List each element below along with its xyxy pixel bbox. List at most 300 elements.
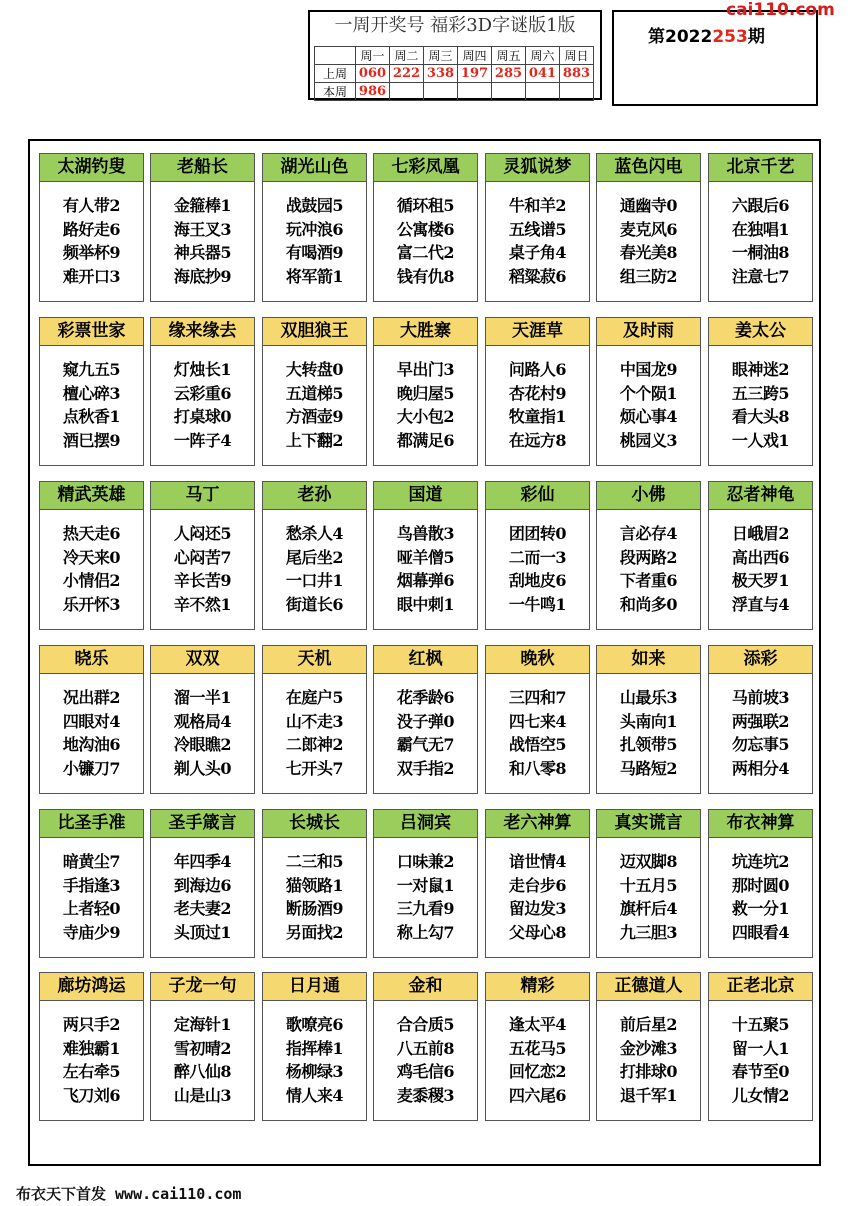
- riddle-line: 到海边6: [173, 875, 232, 895]
- riddle-cell-title: 廊坊鸿运: [40, 973, 143, 1001]
- riddle-line: 下者重6: [619, 571, 678, 590]
- riddle-cell-title: 彩票世家: [40, 318, 143, 346]
- riddle-line: 三四和7: [508, 688, 567, 707]
- riddle-cell-title: 小佛: [597, 482, 700, 510]
- riddle-line: 五三跨5: [731, 383, 790, 403]
- riddle-line: 花季龄6: [396, 688, 455, 707]
- riddle-cell-title: 蓝色闪电: [597, 154, 700, 182]
- riddle-cell-title: 日月通: [263, 973, 366, 1001]
- riddle-cell-title: 彩仙: [486, 482, 589, 510]
- riddle-line: 老夫妻2: [173, 899, 232, 918]
- riddle-line: 扎领带5: [619, 735, 678, 754]
- riddle-line: 辛长苦9: [173, 571, 232, 590]
- riddle-line: 救一分1: [731, 899, 790, 918]
- riddle-line: 路好走6: [62, 219, 121, 239]
- riddle-line: 上者轻0: [62, 899, 121, 918]
- riddle-line: 另面找2: [285, 922, 344, 942]
- riddle-line: 烟幕弹6: [396, 571, 455, 590]
- riddle-line: 方酒壶9: [285, 407, 344, 426]
- riddle-lines: [709, 850, 812, 944]
- riddle-line: 九三胆3: [619, 922, 678, 942]
- riddle-line: 寺庙少9: [62, 922, 121, 942]
- riddle-cell: [150, 317, 255, 466]
- riddle-cell: [485, 645, 590, 794]
- riddle-lines: [597, 850, 700, 944]
- riddle-lines: [597, 1013, 700, 1107]
- riddle-line: 杏花村9: [508, 383, 567, 403]
- riddle-lines: [263, 358, 366, 452]
- riddle-line: 玩冲浪6: [285, 219, 344, 239]
- riddle-line: 山最乐3: [619, 688, 678, 707]
- last-week-row: [315, 65, 594, 83]
- row-label: 上周: [315, 65, 356, 83]
- riddle-line: 乐开怀3: [62, 594, 121, 614]
- issue-box: [612, 10, 818, 106]
- weekly-draw-table: [308, 10, 602, 100]
- draw-number: 285: [492, 65, 526, 83]
- riddle-cell: [39, 317, 144, 466]
- draw-number: [458, 83, 492, 101]
- riddle-line: 四眼看4: [731, 922, 790, 942]
- draw-number: [424, 83, 458, 101]
- riddle-line: 二而一3: [508, 547, 567, 567]
- riddle-line: 小镰刀7: [62, 758, 121, 778]
- riddle-cell-title: 马丁: [151, 482, 254, 510]
- riddle-line: 都满足6: [396, 430, 455, 450]
- riddle-lines: [374, 686, 477, 780]
- riddle-line: 打桌球0: [173, 407, 232, 426]
- riddle-lines: [709, 1013, 812, 1107]
- riddle-line: 四六尾6: [508, 1085, 567, 1105]
- riddle-line: 神兵器5: [173, 243, 232, 262]
- riddle-cell: [485, 153, 590, 302]
- riddle-cell: [262, 645, 367, 794]
- riddle-cell: [485, 317, 590, 466]
- riddle-cell: [150, 972, 255, 1121]
- riddle-cell-title: 大胜寨: [374, 318, 477, 346]
- issue-label: [648, 22, 765, 47]
- riddle-cell: [708, 317, 813, 466]
- riddle-cell-title: 姜太公: [709, 318, 812, 346]
- riddle-line: 难独霸1: [62, 1038, 121, 1058]
- riddle-line: 一桐油8: [731, 243, 790, 262]
- riddle-line: 桃园义3: [619, 430, 678, 450]
- riddle-line: 日峨眉2: [731, 524, 790, 543]
- riddle-cell: [262, 317, 367, 466]
- riddle-lines: [374, 522, 477, 616]
- riddle-line: 云彩重6: [173, 383, 232, 403]
- riddle-lines: [374, 850, 477, 944]
- draw-number: [526, 83, 560, 101]
- riddle-lines: [374, 194, 477, 288]
- riddle-line: 坑连坑2: [731, 852, 790, 871]
- riddle-line: 旗杆后4: [619, 899, 678, 918]
- riddle-lines: [709, 358, 812, 452]
- riddle-line: 战鼓园5: [285, 196, 344, 215]
- riddle-line: 战悟空5: [508, 735, 567, 754]
- riddle-line: 浮直与4: [731, 594, 790, 614]
- riddle-lines: [486, 850, 589, 944]
- riddle-cell: [485, 481, 590, 630]
- riddle-line: 通幽寺0: [619, 196, 678, 215]
- riddle-line: 观格局4: [173, 711, 232, 731]
- riddle-line: 打排球0: [619, 1062, 678, 1081]
- riddle-cell-title: 晓乐: [40, 646, 143, 674]
- riddle-cell: [39, 153, 144, 302]
- riddle-cell: [373, 317, 478, 466]
- riddle-line: 走台步6: [508, 875, 567, 895]
- riddle-cell: [596, 809, 701, 958]
- draw-number: 060: [356, 65, 390, 83]
- riddle-line: 定海针1: [173, 1015, 232, 1034]
- riddle-line: 称上勾7: [396, 922, 455, 942]
- riddle-line: 哑羊僧5: [396, 547, 455, 567]
- day-header: 周四: [458, 47, 492, 65]
- riddle-line: 况出群2: [62, 688, 121, 707]
- riddle-line: 一口井1: [285, 571, 344, 590]
- riddle-cell-title: 老船长: [151, 154, 254, 182]
- riddle-line: 金箍棒1: [173, 196, 232, 215]
- riddle-line: 有喝酒9: [285, 243, 344, 262]
- riddle-line: 一人戏1: [731, 430, 790, 450]
- riddle-line: 前后星2: [619, 1015, 678, 1034]
- riddle-line: 眼中刺1: [396, 594, 455, 614]
- riddle-lines: [597, 358, 700, 452]
- riddle-cell-title: 圣手箴言: [151, 810, 254, 838]
- riddle-line: 五花马5: [508, 1038, 567, 1058]
- riddle-cell-title: 及时雨: [597, 318, 700, 346]
- riddle-line: 有人带2: [62, 196, 121, 215]
- riddle-cell-title: 老孙: [263, 482, 366, 510]
- this-week-row: [315, 83, 594, 101]
- riddle-line: 金沙滩3: [619, 1038, 678, 1058]
- riddle-line: 冷天来0: [62, 547, 121, 567]
- riddle-cell: [373, 972, 478, 1121]
- riddle-cell: [596, 481, 701, 630]
- riddle-cell-title: 国道: [374, 482, 477, 510]
- riddle-line: 桌子角4: [508, 243, 567, 262]
- riddle-line: 雪初晴2: [173, 1038, 232, 1058]
- riddle-line: 四眼对4: [62, 711, 121, 731]
- riddle-line: 七开头7: [285, 758, 344, 778]
- riddle-cell: [708, 481, 813, 630]
- riddle-cell-title: 湖光山色: [263, 154, 366, 182]
- riddle-line: 指挥棒1: [285, 1038, 344, 1058]
- riddle-line: 迈双脚8: [619, 852, 678, 871]
- draw-number: 197: [458, 65, 492, 83]
- riddle-line: 稻粱菽6: [508, 266, 567, 286]
- riddle-line: 断肠酒9: [285, 899, 344, 918]
- day-header: 周三: [424, 47, 458, 65]
- riddle-line: 双手指2: [396, 758, 455, 778]
- draw-number: 338: [424, 65, 458, 83]
- riddle-cell: [485, 809, 590, 958]
- riddle-cell: [150, 481, 255, 630]
- riddle-line: 海底抄9: [173, 266, 232, 286]
- riddle-cell: [39, 809, 144, 958]
- riddle-cell-title: 忍者神龟: [709, 482, 812, 510]
- riddle-cell-title: 金和: [374, 973, 477, 1001]
- riddle-line: 退千军1: [619, 1085, 678, 1105]
- riddle-line: 点秋香1: [62, 407, 121, 426]
- riddle-cell-title: 红枫: [374, 646, 477, 674]
- riddle-line: 父母心8: [508, 922, 567, 942]
- riddle-lines: [374, 358, 477, 452]
- riddle-line: 二郎神2: [285, 735, 344, 754]
- riddle-lines: [40, 850, 143, 944]
- riddle-line: 头顶过1: [173, 922, 232, 942]
- riddle-grid: [28, 139, 821, 1166]
- riddle-line: 口味兼2: [396, 852, 455, 871]
- riddle-line: 频举杯9: [62, 243, 121, 262]
- riddle-line: 和八零8: [508, 758, 567, 778]
- draw-table-grid: [314, 46, 594, 101]
- riddle-lines: [263, 522, 366, 616]
- riddle-lines: [151, 194, 254, 288]
- riddle-line: 公寓楼6: [396, 219, 455, 239]
- riddle-cell: [373, 153, 478, 302]
- site-logo: cai110.com: [726, 0, 835, 20]
- riddle-line: 六跟后6: [731, 196, 790, 215]
- riddle-line: 街道长6: [285, 594, 344, 614]
- riddle-cell-title: 七彩凤凰: [374, 154, 477, 182]
- day-header: 周日: [560, 47, 594, 65]
- day-header: 周五: [492, 47, 526, 65]
- riddle-cell: [150, 809, 255, 958]
- riddle-cell: [373, 809, 478, 958]
- day-header: 周二: [390, 47, 424, 65]
- riddle-line: 合合质5: [396, 1015, 455, 1034]
- riddle-line: 中国龙9: [619, 360, 678, 379]
- riddle-cell: [596, 645, 701, 794]
- riddle-lines: [263, 1013, 366, 1107]
- riddle-line: 团团转0: [508, 524, 567, 543]
- riddle-cell-title: 北京千艺: [709, 154, 812, 182]
- riddle-lines: [151, 850, 254, 944]
- riddle-cell: [39, 481, 144, 630]
- riddle-line: 马路短2: [619, 758, 678, 778]
- issue-suffix: 期: [747, 27, 765, 47]
- riddle-line: 麦黍稷3: [396, 1085, 455, 1105]
- riddle-line: 情人来4: [285, 1085, 344, 1105]
- riddle-lines: [486, 358, 589, 452]
- riddle-line: 回忆恋2: [508, 1062, 567, 1081]
- riddle-line: 霸气无7: [396, 735, 455, 754]
- riddle-line: 小情侣2: [62, 571, 121, 590]
- riddle-line: 眼神迷2: [731, 360, 790, 379]
- riddle-line: 一对鼠1: [396, 875, 455, 895]
- draw-number: 883: [560, 65, 594, 83]
- riddle-line: 五线谱5: [508, 219, 567, 239]
- riddle-line: 将军箭1: [285, 266, 344, 286]
- riddle-cell-title: 比圣手准: [40, 810, 143, 838]
- riddle-lines: [40, 522, 143, 616]
- riddle-line: 尾后坐2: [285, 547, 344, 567]
- riddle-line: 十五月5: [619, 875, 678, 895]
- issue-prefix: 第2022: [648, 27, 713, 47]
- riddle-line: 富二代2: [396, 243, 455, 262]
- riddle-line: 那时圆0: [731, 875, 790, 895]
- riddle-lines: [151, 1013, 254, 1107]
- footer-text: 布衣天下首发 www.cai110.com: [16, 1185, 242, 1203]
- riddle-cell: [596, 153, 701, 302]
- riddle-cell: [596, 972, 701, 1121]
- riddle-lines: [151, 686, 254, 780]
- riddle-line: 猫领路1: [285, 875, 344, 895]
- riddle-cell: [708, 809, 813, 958]
- riddle-line: 注意七7: [731, 266, 790, 286]
- riddle-cell-title: 晚秋: [486, 646, 589, 674]
- riddle-cell-title: 缘来缘去: [151, 318, 254, 346]
- riddle-cell-title: 布衣神算: [709, 810, 812, 838]
- riddle-line: 组三防2: [619, 266, 678, 286]
- riddle-cell: [39, 645, 144, 794]
- riddle-line: 麦克风6: [619, 219, 678, 239]
- riddle-line: 难开口3: [62, 266, 121, 286]
- riddle-cell-title: 双双: [151, 646, 254, 674]
- riddle-line: 两强联2: [731, 711, 790, 731]
- riddle-line: 冷眼瞧2: [173, 735, 232, 754]
- riddle-cell: [485, 972, 590, 1121]
- riddle-line: 灯烛长1: [173, 360, 232, 379]
- riddle-line: 勿忘事5: [731, 735, 790, 754]
- day-header: 周六: [526, 47, 560, 65]
- riddle-line: 辛不然1: [173, 594, 232, 614]
- riddle-line: 剃人头0: [173, 758, 232, 778]
- riddle-cell: [373, 481, 478, 630]
- riddle-line: 山不走3: [285, 711, 344, 731]
- riddle-line: 大小包2: [396, 407, 455, 426]
- riddle-line: 地沟油6: [62, 735, 121, 754]
- riddle-line: 一牛鸣1: [508, 594, 567, 614]
- draw-table-days-row: [315, 47, 594, 65]
- riddle-line: 四七来4: [508, 711, 567, 731]
- riddle-line: 山是山3: [173, 1085, 232, 1105]
- riddle-line: 烦心事4: [619, 407, 678, 426]
- riddle-cell-title: 天涯草: [486, 318, 589, 346]
- riddle-line: 谙世情4: [508, 852, 567, 871]
- riddle-cell-title: 精武英雄: [40, 482, 143, 510]
- riddle-line: 海王叉3: [173, 219, 232, 239]
- draw-number: [390, 83, 424, 101]
- riddle-cell: [708, 645, 813, 794]
- riddle-line: 留边发3: [508, 899, 567, 918]
- riddle-line: 歌嘹亮6: [285, 1015, 344, 1034]
- riddle-lines: [597, 522, 700, 616]
- riddle-line: 飞刀刘6: [62, 1085, 121, 1105]
- issue-number: 253: [712, 27, 748, 47]
- riddle-line: 鸡毛信6: [396, 1062, 455, 1081]
- riddle-line: 春光美8: [619, 243, 678, 262]
- riddle-cell-title: 子龙一句: [151, 973, 254, 1001]
- riddle-lines: [40, 194, 143, 288]
- riddle-lines: [40, 686, 143, 780]
- riddle-line: 檀心碎3: [62, 383, 121, 403]
- riddle-line: 儿女情2: [731, 1085, 790, 1105]
- riddle-line: 心闷苦7: [173, 547, 232, 567]
- riddle-cell: [262, 809, 367, 958]
- riddle-line: 马前坡3: [731, 688, 790, 707]
- riddle-line: 手指逢3: [62, 875, 121, 895]
- riddle-cell: [150, 153, 255, 302]
- row-label: 本周: [315, 83, 356, 101]
- riddle-line: 溜一半1: [173, 688, 232, 707]
- riddle-line: 三九看9: [396, 899, 455, 918]
- riddle-line: 高出西6: [731, 547, 790, 567]
- riddle-cell: [262, 972, 367, 1121]
- riddle-lines: [597, 686, 700, 780]
- draw-number: [560, 83, 594, 101]
- riddle-lines: [263, 194, 366, 288]
- riddle-cell-title: 正老北京: [709, 973, 812, 1001]
- riddle-cell-title: 老六神算: [486, 810, 589, 838]
- riddle-cell-title: 长城长: [263, 810, 366, 838]
- riddle-line: 在远方8: [508, 430, 567, 450]
- riddle-line: 杨柳绿3: [285, 1062, 344, 1081]
- riddle-lines: [40, 358, 143, 452]
- riddle-line: 在独唱1: [731, 219, 790, 239]
- riddle-line: 大转盘0: [285, 360, 344, 379]
- riddle-line: 言必存4: [619, 524, 678, 543]
- riddle-line: 人闷还5: [173, 524, 232, 543]
- riddle-line: 个个陨1: [619, 383, 678, 403]
- riddle-lines: [486, 1013, 589, 1107]
- draw-number: 041: [526, 65, 560, 83]
- riddle-line: 两只手2: [62, 1015, 121, 1034]
- riddle-line: 窥九五5: [62, 360, 121, 379]
- riddle-cell: [708, 153, 813, 302]
- riddle-cell: [262, 481, 367, 630]
- riddle-cell: [150, 645, 255, 794]
- riddle-cell-title: 天机: [263, 646, 366, 674]
- riddle-cell-title: 真实谎言: [597, 810, 700, 838]
- draw-table-title: 一周开奖号 福彩3D字谜版1版: [334, 15, 576, 36]
- riddle-line: 逢太平4: [508, 1015, 567, 1034]
- riddle-lines: [709, 194, 812, 288]
- riddle-line: 牧童指1: [508, 407, 567, 426]
- riddle-cell-title: 双胆狼王: [263, 318, 366, 346]
- riddle-line: 头南向1: [619, 711, 678, 731]
- riddle-line: 一阵子4: [173, 430, 232, 450]
- riddle-line: 牛和羊2: [508, 196, 567, 215]
- riddle-cell-title: 吕洞宾: [374, 810, 477, 838]
- riddle-cell: [708, 972, 813, 1121]
- riddle-cell: [373, 645, 478, 794]
- riddle-lines: [709, 522, 812, 616]
- riddle-line: 春节至0: [731, 1062, 790, 1081]
- riddle-line: 循环租5: [396, 196, 455, 215]
- riddle-line: 晚归屋5: [396, 383, 455, 403]
- draw-number: [492, 83, 526, 101]
- riddle-lines: [263, 850, 366, 944]
- riddle-line: 暗黄尘7: [62, 852, 121, 871]
- riddle-line: 钱有仇8: [396, 266, 455, 286]
- riddle-lines: [374, 1013, 477, 1107]
- riddle-line: 五道梯5: [285, 383, 344, 403]
- riddle-line: 二三和5: [285, 852, 344, 871]
- riddle-line: 段两路2: [619, 547, 678, 567]
- riddle-lines: [597, 194, 700, 288]
- riddle-cell-title: 精彩: [486, 973, 589, 1001]
- draw-number: 222: [390, 65, 424, 83]
- riddle-lines: [40, 1013, 143, 1107]
- riddle-line: 问路人6: [508, 360, 567, 379]
- riddle-line: 极天罗1: [731, 571, 790, 590]
- riddle-line: 和尚多0: [619, 594, 678, 614]
- riddle-lines: [486, 522, 589, 616]
- riddle-cell-title: 如来: [597, 646, 700, 674]
- riddle-line: 留一人1: [731, 1038, 790, 1058]
